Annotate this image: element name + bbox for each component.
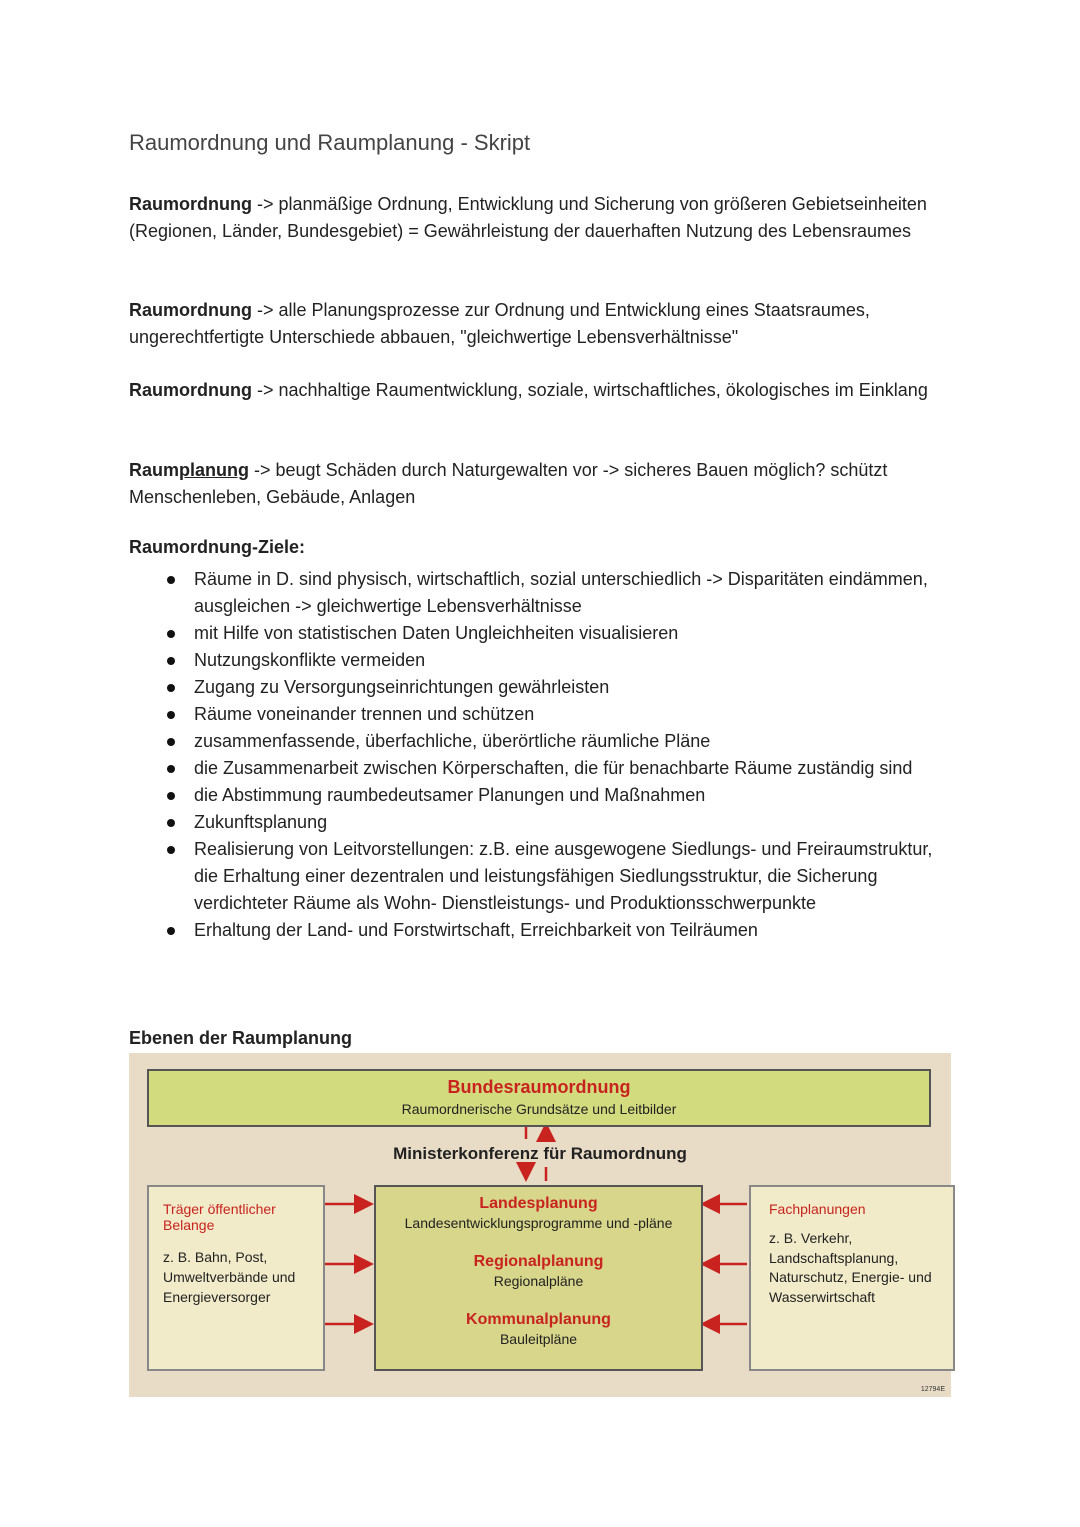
paragraph-2 [129, 297, 959, 350]
state-title: Landesplanung [479, 1195, 598, 1212]
list-item: Nutzungskonflikte vermeiden [129, 647, 959, 674]
term: Raumordnung [129, 380, 252, 400]
public-bodies-box [147, 1185, 325, 1371]
figure-code: 12794E [920, 1386, 945, 1393]
paragraph-3 [129, 377, 959, 404]
list-item: mit Hilfe von statistischen Daten Ungleichheiten visualisieren [129, 620, 959, 647]
sector-planning-box [749, 1185, 955, 1371]
term: Raumordnung [129, 300, 252, 320]
list-item: Räume in D. sind physisch, wirtschaftlich, sozial unterschiedlich -> Disparitäten eindämmen, ausgleichen -> gleichwertige Lebensverhältnisse [129, 566, 959, 620]
minister-conference-label: Ministerkonferenz für Raumordnung [393, 1144, 687, 1163]
list-item: die Abstimmung raumbedeutsamer Planungen und Maßnahmen [129, 782, 959, 809]
paragraph-1 [129, 191, 959, 244]
regional-subtitle: Regionalpläne [493, 1273, 584, 1289]
federal-title: Bundesraumordnung [447, 1077, 631, 1097]
levels-heading: Ebenen der Raumplanung [129, 1028, 353, 1048]
definition: -> nachhaltige Raumentwicklung, soziale, wirtschaftliches, ökologisches im Einklang [252, 380, 928, 400]
public-bodies-body: z. B. Bahn, Post, Umweltverbände und Energieversorger [163, 1249, 296, 1305]
definition: -> alle Planungsprozesse zur Ordnung und Entwicklung eines Staatsraumes, ungerechtfertigte Unterschiede abbauen, "gleichwertige Lebensverhältnisse" [129, 300, 870, 347]
goals-list [129, 566, 959, 944]
list-item: Zukunftsplanung [129, 809, 959, 836]
municipal-title: Kommunalplanung [466, 1311, 611, 1328]
federal-planning-box [147, 1069, 931, 1127]
term-underlined: planung [179, 460, 250, 480]
list-item: Erhaltung der Land- und Forstwirtschaft, Erreichbarkeit von Teilräumen [129, 917, 959, 944]
definition: -> beugt Schäden durch Naturgewalten vor -> sicheres Bauen möglich? schützt Menschenleben, Gebäude, Anlagen [129, 460, 888, 507]
municipal-subtitle: Bauleitpläne [499, 1331, 578, 1347]
term: Raumordnung [129, 194, 252, 214]
document-title: Raumordnung und Raumplanung - Skript [129, 130, 531, 155]
public-bodies-title: Träger öffentlicher Belange [163, 1201, 276, 1233]
sector-planning-body: z. B. Verkehr, Landschaftsplanung, Naturschutz, Energie- und Wasserwirtschaft [769, 1230, 932, 1305]
term-part: Raum [129, 460, 180, 480]
definition: -> planmäßige Ordnung, Entwicklung und Sicherung von größeren Gebietseinheiten (Regionen, Länder, Bundesgebiet) = Gewährleistung der dauerhaften Nutzung des Lebensraumes [129, 194, 927, 241]
list-item: Realisierung von Leitvorstellungen: z.B. eine ausgewogene Siedlungs- und Freiraumstruktur, die Erhaltung einer dezentralen und leistungsfähigen Siedlungsstruktur, die Sicherung verdichteter Räume als Wohn- Dienstleistungs- und Produktionsschwerpunkte [129, 836, 959, 917]
list-item: zusammenfassende, überfachliche, überörtliche räumliche Pläne [129, 728, 959, 755]
sector-planning-title: Fachplanungen [769, 1201, 866, 1217]
planning-levels-diagram [129, 1053, 951, 1397]
list-item: Räume voneinander trennen und schützen [129, 701, 959, 728]
paragraph-4 [129, 457, 959, 510]
state-subtitle: Landesentwicklungsprogramme und -pläne [404, 1215, 673, 1231]
list-item: die Zusammenarbeit zwischen Körperschaften, die für benachbarte Räume zuständig sind [129, 755, 959, 782]
federal-subtitle: Raumordnerische Grundsätze und Leitbilder [401, 1101, 677, 1117]
state-planning-box [374, 1185, 703, 1371]
goals-heading: Raumordnung-Ziele: [129, 537, 305, 557]
list-item: Zugang zu Versorgungseinrichtungen gewährleisten [129, 674, 959, 701]
regional-title: Regionalplanung [473, 1253, 604, 1270]
